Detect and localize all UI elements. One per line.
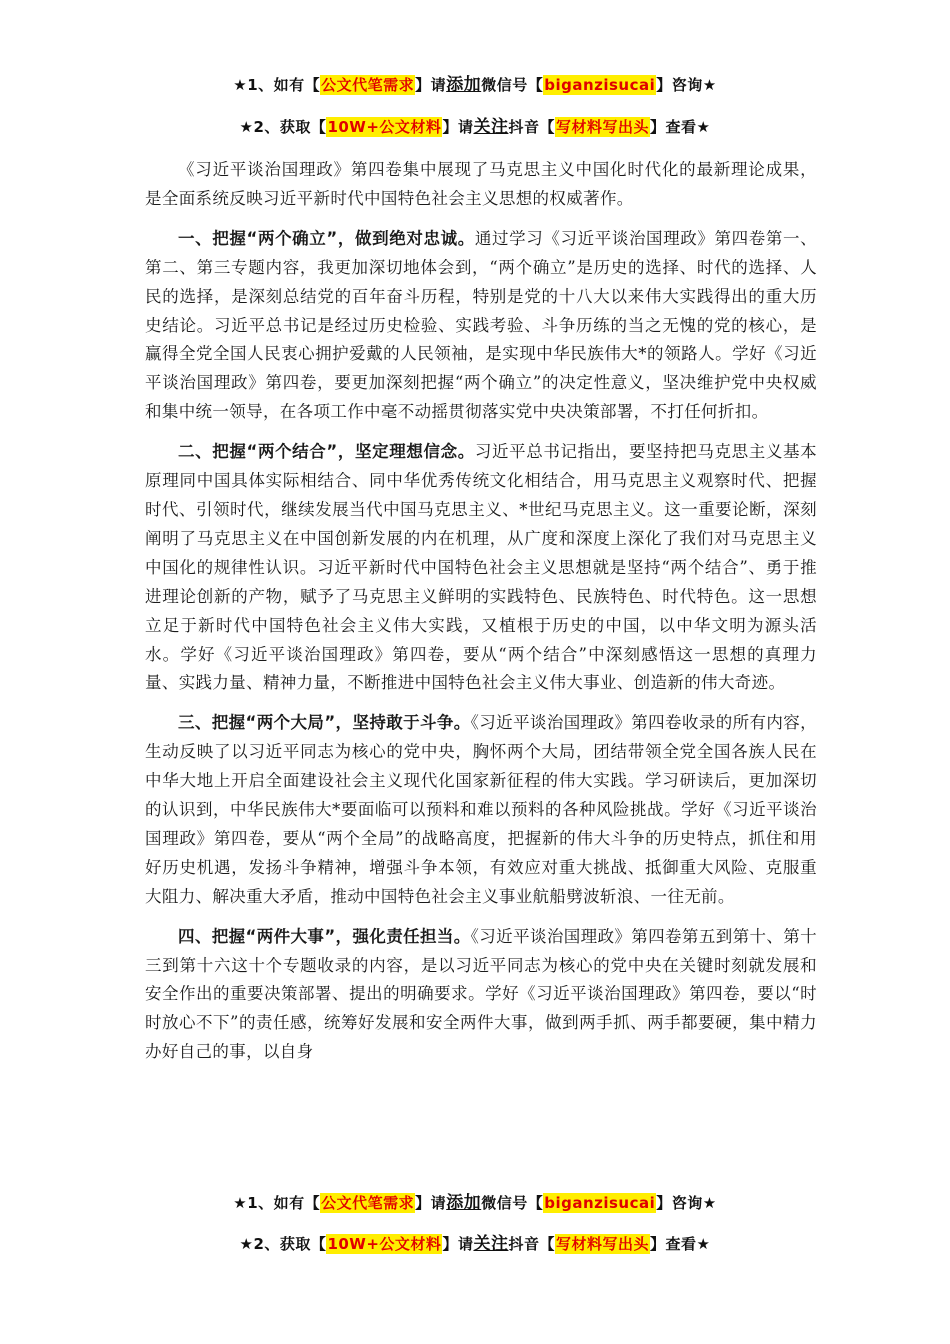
banner-text: 抖音【 <box>508 1235 555 1253</box>
banner-text: 微信号【 <box>481 1194 544 1212</box>
douyin-id-highlight: 写材料写出头 <box>555 118 649 136</box>
banner-text: ★1、如有【 <box>233 76 321 94</box>
banner-highlight: 公文代笔需求 <box>321 1194 415 1212</box>
paragraph-intro <box>145 156 817 214</box>
paragraph-lead: 四、把握“两件大事”，强化责任担当。 <box>178 926 471 946</box>
banner-text: 】查看★ <box>649 1235 711 1253</box>
banner-top-line1 <box>0 70 950 95</box>
document-body <box>145 156 817 1078</box>
banner-highlight: 10W+公文材料 <box>327 1235 442 1253</box>
banner-highlight: 10W+公文材料 <box>327 118 442 136</box>
paragraph-lead: 一、把握“两个确立”，做到绝对忠诚。 <box>178 228 475 248</box>
banner-text: 】请 <box>442 118 474 136</box>
banner-text: ★1、如有【 <box>233 1194 321 1212</box>
banner-text: 抖音【 <box>508 118 555 136</box>
banner-text: 】查看★ <box>649 118 711 136</box>
banner-text: 】请 <box>415 76 447 94</box>
paragraph-text: 《习近平谈治国理政》第四卷第五到第十、第十三到第十六这十个专题收录的内容，是以习近平同志为核心的党中央在关键时刻就发展和安全作出的重要决策部署、提出的明确要求。学好《习近平谈治国理政》第四卷，要以“时时放心不下”的责任感，统筹好发展和安全两件大事，做到两手抓、两手都要硬，集中精力办好自己的事，以自身 <box>145 926 817 1062</box>
wechat-id-highlight: biganzisucai <box>544 1194 656 1212</box>
banner-text: 】咨询★ <box>656 76 717 94</box>
banner-bottom-line2 <box>0 1229 950 1254</box>
paragraph-section-3 <box>145 709 817 911</box>
paragraph-text: 《习近平谈治国理政》第四卷收录的所有内容，生动反映了以习近平同志为核心的党中央，胸怀两个大局，团结带领全党全国各族人民在中华大地上开启全面建设社会主义现代化国家新征程的伟大实践。学习研读后，更加深切的认识到，中华民族伟大*要面临可以预料和难以预料的各种风险挑战。学好《习近平谈治国理政》第四卷，要从“两个全局”的战略高度，把握新的伟大斗争的历史特点，抓住和用好历史机遇，发扬斗争精神，增强斗争本领，有效应对重大挑战、抵御重大风险、克服重大阻力、解决重大矛盾，推动中国特色社会主义事业航船劈波斩浪、一往无前。 <box>145 713 817 906</box>
banner-text: 】请 <box>442 1235 474 1253</box>
paragraph-text: 习近平总书记指出，要坚持把马克思主义基本原理同中国具体实际相结合、同中华优秀传统文化相结合，用马克思主义观察时代、把握时代、引领时代，继续发展当代中国马克思主义、*世纪马克思主义。这一重要论断，深刻阐明了马克思主义在中国创新发展的内在机理，从广度和深度上深化了我们对马克思主义中国化的规律性认识。习近平新时代中国特色社会主义思想就是坚持“两个结合”、勇于推进理论创新的产物，赋予了马克思主义鲜明的实践特色、民族特色、时代特色。这一思想立足于新时代中国特色社会主义伟大实践，又植根于历史的中国，以中华文明为源头活水。学好《习近平谈治国理政》第四卷，要从“两个结合”中深刻感悟这一思想的真理力量、实践力量、精神力量，不断推进中国特色社会主义伟大事业、创造新的伟大奇迹。 <box>145 442 817 693</box>
paragraph-section-1 <box>145 225 817 427</box>
banner-text: 】请 <box>415 1194 447 1212</box>
paragraph-text: 《习近平谈治国理政》第四卷集中展现了马克思主义中国化时代化的最新理论成果，是全面系统反映习近平新时代中国特色社会主义思想的权威著作。 <box>145 160 817 208</box>
banner-text: ★2、获取【 <box>239 118 327 136</box>
banner-text: 】咨询★ <box>656 1194 717 1212</box>
banner-underline: 添加 <box>446 75 482 95</box>
banner-highlight: 公文代笔需求 <box>321 76 415 94</box>
paragraph-lead: 三、把握“两个大局”，坚持敢于斗争。 <box>178 713 471 733</box>
banner-underline: 关注 <box>473 1234 509 1254</box>
douyin-id-highlight: 写材料写出头 <box>555 1235 649 1253</box>
banner-text: ★2、获取【 <box>239 1235 327 1253</box>
paragraph-lead: 二、把握“两个结合”，坚定理想信念。 <box>178 442 475 462</box>
banner-top-line2 <box>0 112 950 137</box>
banner-bottom-line1 <box>0 1188 950 1213</box>
wechat-id-highlight: biganzisucai <box>544 76 656 94</box>
paragraph-section-2 <box>145 438 817 698</box>
paragraph-section-4 <box>145 923 817 1068</box>
banner-text: 微信号【 <box>481 76 544 94</box>
banner-underline: 关注 <box>473 117 509 137</box>
paragraph-text: 通过学习《习近平谈治国理政》第四卷第一、第二、第三专题内容，我更加深切地体会到，“两个确立”是历史的选择、时代的选择、人民的选择，是深刻总结党的百年奋斗历程，特别是党的十八大以来伟大实践得出的重大历史结论。习近平总书记是经过历史检验、实践考验、斗争历练的当之无愧的党的核心，是赢得全党全国人民衷心拥护爱戴的人民领袖，是实现中华民族伟大*的领路人。学好《习近平谈治国理政》第四卷，要更加深刻把握“两个确立”的决定性意义，坚决维护党中央权威和集中统一领导，在各项工作中毫不动摇贯彻落实党中央决策部署，不打任何折扣。 <box>145 228 817 422</box>
banner-underline: 添加 <box>446 1193 482 1213</box>
